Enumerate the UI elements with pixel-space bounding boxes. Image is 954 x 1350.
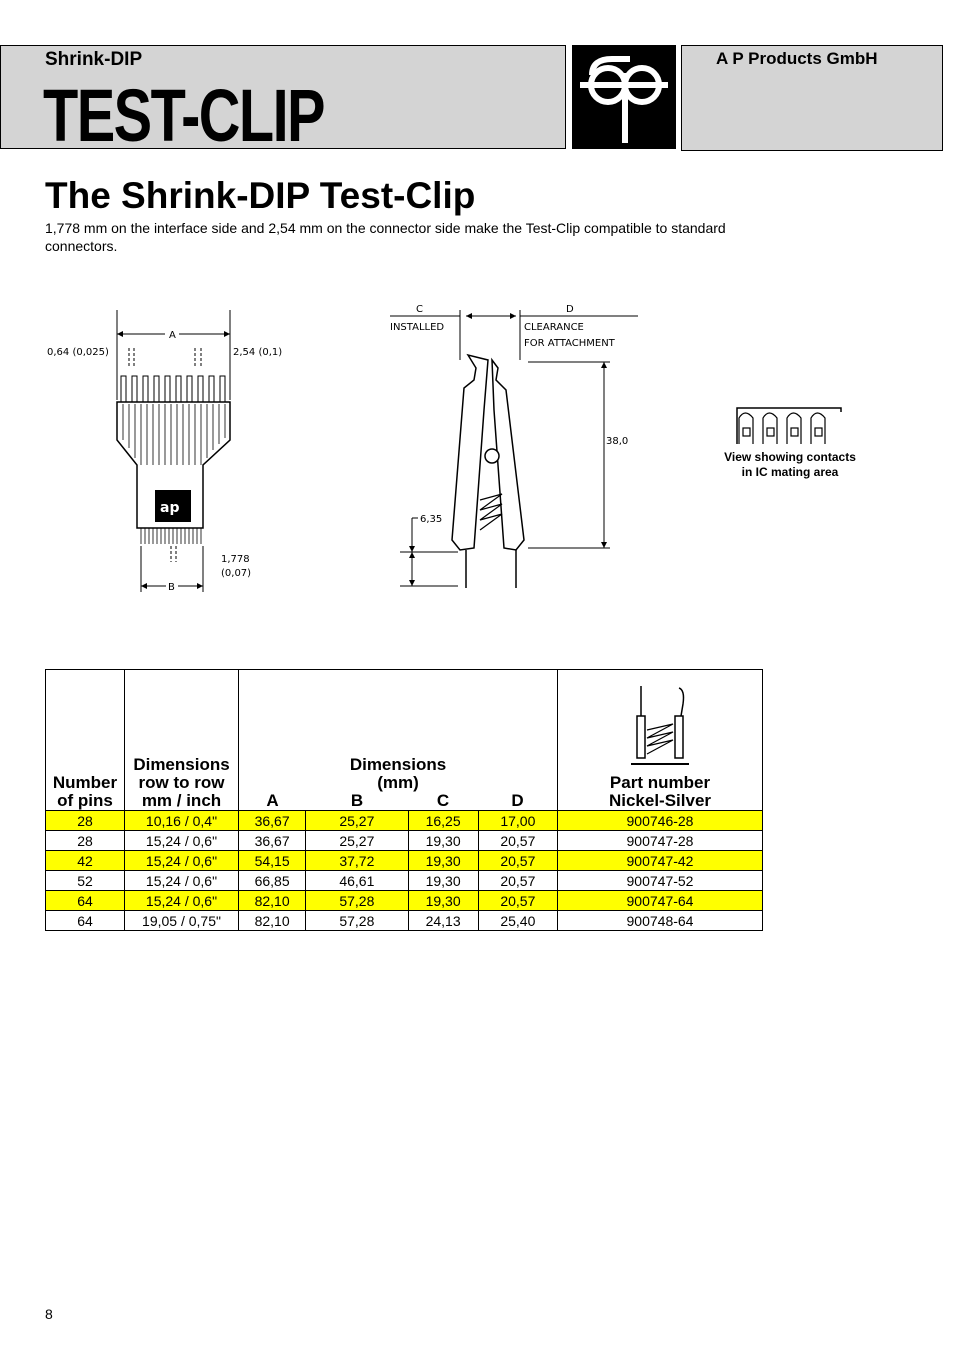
label-d: D bbox=[566, 304, 574, 315]
contacts-caption bbox=[713, 450, 867, 480]
label-c-desc: INSTALLED bbox=[390, 322, 445, 333]
contacts-caption-line2: in IC mating area bbox=[741, 465, 839, 479]
cell-a: 66,85 bbox=[239, 871, 306, 891]
cell-rowrow: 15,24 / 0,6" bbox=[125, 851, 239, 871]
label-a: A bbox=[169, 330, 176, 341]
cell-pins: 28 bbox=[46, 811, 125, 831]
cell-a: 82,10 bbox=[239, 891, 306, 911]
svg-text:ap: ap bbox=[160, 500, 180, 516]
cell-d: 20,57 bbox=[478, 851, 557, 871]
cell-b: 25,27 bbox=[306, 811, 408, 831]
label-c: C bbox=[416, 304, 423, 315]
label-d-desc1: CLEARANCE bbox=[524, 322, 584, 333]
header-title: TEST-CLIP bbox=[43, 74, 324, 157]
dim-38-0: 38,0 bbox=[606, 436, 629, 447]
cell-c: 19,30 bbox=[408, 891, 478, 911]
intro-text: 1,778 mm on the interface side and 2,54 mm on the connector side make the Test-Clip compatible to standard connectors. bbox=[45, 220, 726, 254]
cell-part: 900746-28 bbox=[558, 811, 763, 831]
header-c: C bbox=[436, 791, 450, 810]
contacts-caption-line1: View showing contacts bbox=[724, 450, 856, 464]
cell-part: 900747-42 bbox=[558, 851, 763, 871]
cell-c: 24,13 bbox=[408, 911, 478, 931]
clip-icon bbox=[625, 684, 695, 768]
cell-b: 37,72 bbox=[306, 851, 408, 871]
header-pins: Number of pins bbox=[46, 670, 125, 811]
clip-top-view-drawing bbox=[45, 300, 283, 605]
cell-pins: 42 bbox=[46, 851, 125, 871]
company-name: A P Products GmbH bbox=[716, 49, 878, 68]
cell-part: 900748-64 bbox=[558, 911, 763, 931]
page-number: 8 bbox=[45, 1306, 53, 1322]
cell-b: 46,61 bbox=[306, 871, 408, 891]
dim-6-35: 6,35 bbox=[420, 514, 443, 525]
cell-pins: 64 bbox=[46, 891, 125, 911]
cell-b: 25,27 bbox=[306, 831, 408, 851]
cell-pins: 28 bbox=[46, 831, 125, 851]
cell-a: 82,10 bbox=[239, 911, 306, 931]
cell-b: 57,28 bbox=[306, 891, 408, 911]
dim-0-07: (0,07) bbox=[221, 568, 252, 579]
cell-rowrow: 15,24 / 0,6" bbox=[125, 831, 239, 851]
cell-a: 54,15 bbox=[239, 851, 306, 871]
header-row-to-row: Dimensions row to row mm / inch bbox=[125, 670, 239, 811]
spec-table-body bbox=[46, 811, 763, 931]
header-d: D bbox=[511, 791, 524, 810]
table-row bbox=[46, 851, 763, 871]
cell-d: 17,00 bbox=[478, 811, 557, 831]
table-row bbox=[46, 871, 763, 891]
cell-part: 900747-64 bbox=[558, 891, 763, 911]
label-b: B bbox=[168, 582, 175, 593]
header-a: A bbox=[266, 791, 279, 810]
cell-c: 19,30 bbox=[408, 871, 478, 891]
cell-c: 19,30 bbox=[408, 831, 478, 851]
cell-pins: 52 bbox=[46, 871, 125, 891]
cell-c: 19,30 bbox=[408, 851, 478, 871]
table-row bbox=[46, 831, 763, 851]
cell-rowrow: 10,16 / 0,4" bbox=[125, 811, 239, 831]
table-row bbox=[46, 891, 763, 911]
header-part-number: Part number Nickel-Silver bbox=[558, 670, 763, 811]
page-title: The Shrink-DIP Test-Clip bbox=[45, 175, 476, 216]
header-subtitle: Shrink-DIP bbox=[45, 49, 143, 70]
cell-rowrow: 15,24 / 0,6" bbox=[125, 871, 239, 891]
table-row bbox=[46, 811, 763, 831]
cell-rowrow: 15,24 / 0,6" bbox=[125, 891, 239, 911]
cell-part: 900747-52 bbox=[558, 871, 763, 891]
cell-c: 16,25 bbox=[408, 811, 478, 831]
cell-d: 20,57 bbox=[478, 831, 557, 851]
cell-d: 20,57 bbox=[478, 871, 557, 891]
dim-0-64: 0,64 (0,025) bbox=[47, 347, 109, 358]
contacts-view-drawing bbox=[735, 404, 845, 453]
header-b: B bbox=[350, 791, 364, 810]
table-row bbox=[46, 911, 763, 931]
cell-rowrow: 19,05 / 0,75" bbox=[125, 911, 239, 931]
header-dimensions: Dimensions (mm) A B C D bbox=[239, 670, 558, 811]
cell-d: 20,57 bbox=[478, 891, 557, 911]
cell-pins: 64 bbox=[46, 911, 125, 931]
cell-b: 57,28 bbox=[306, 911, 408, 931]
dim-1-778: 1,778 bbox=[221, 554, 250, 565]
dim-2-54: 2,54 (0,1) bbox=[233, 347, 283, 358]
label-d-desc2: FOR ATTACHMENT bbox=[524, 338, 615, 349]
clip-side-view-drawing bbox=[388, 300, 648, 600]
cell-d: 25,40 bbox=[478, 911, 557, 931]
spec-table bbox=[45, 669, 763, 931]
cell-a: 36,67 bbox=[239, 811, 306, 831]
ap-logo bbox=[572, 45, 676, 149]
cell-part: 900747-28 bbox=[558, 831, 763, 851]
cell-a: 36,67 bbox=[239, 831, 306, 851]
